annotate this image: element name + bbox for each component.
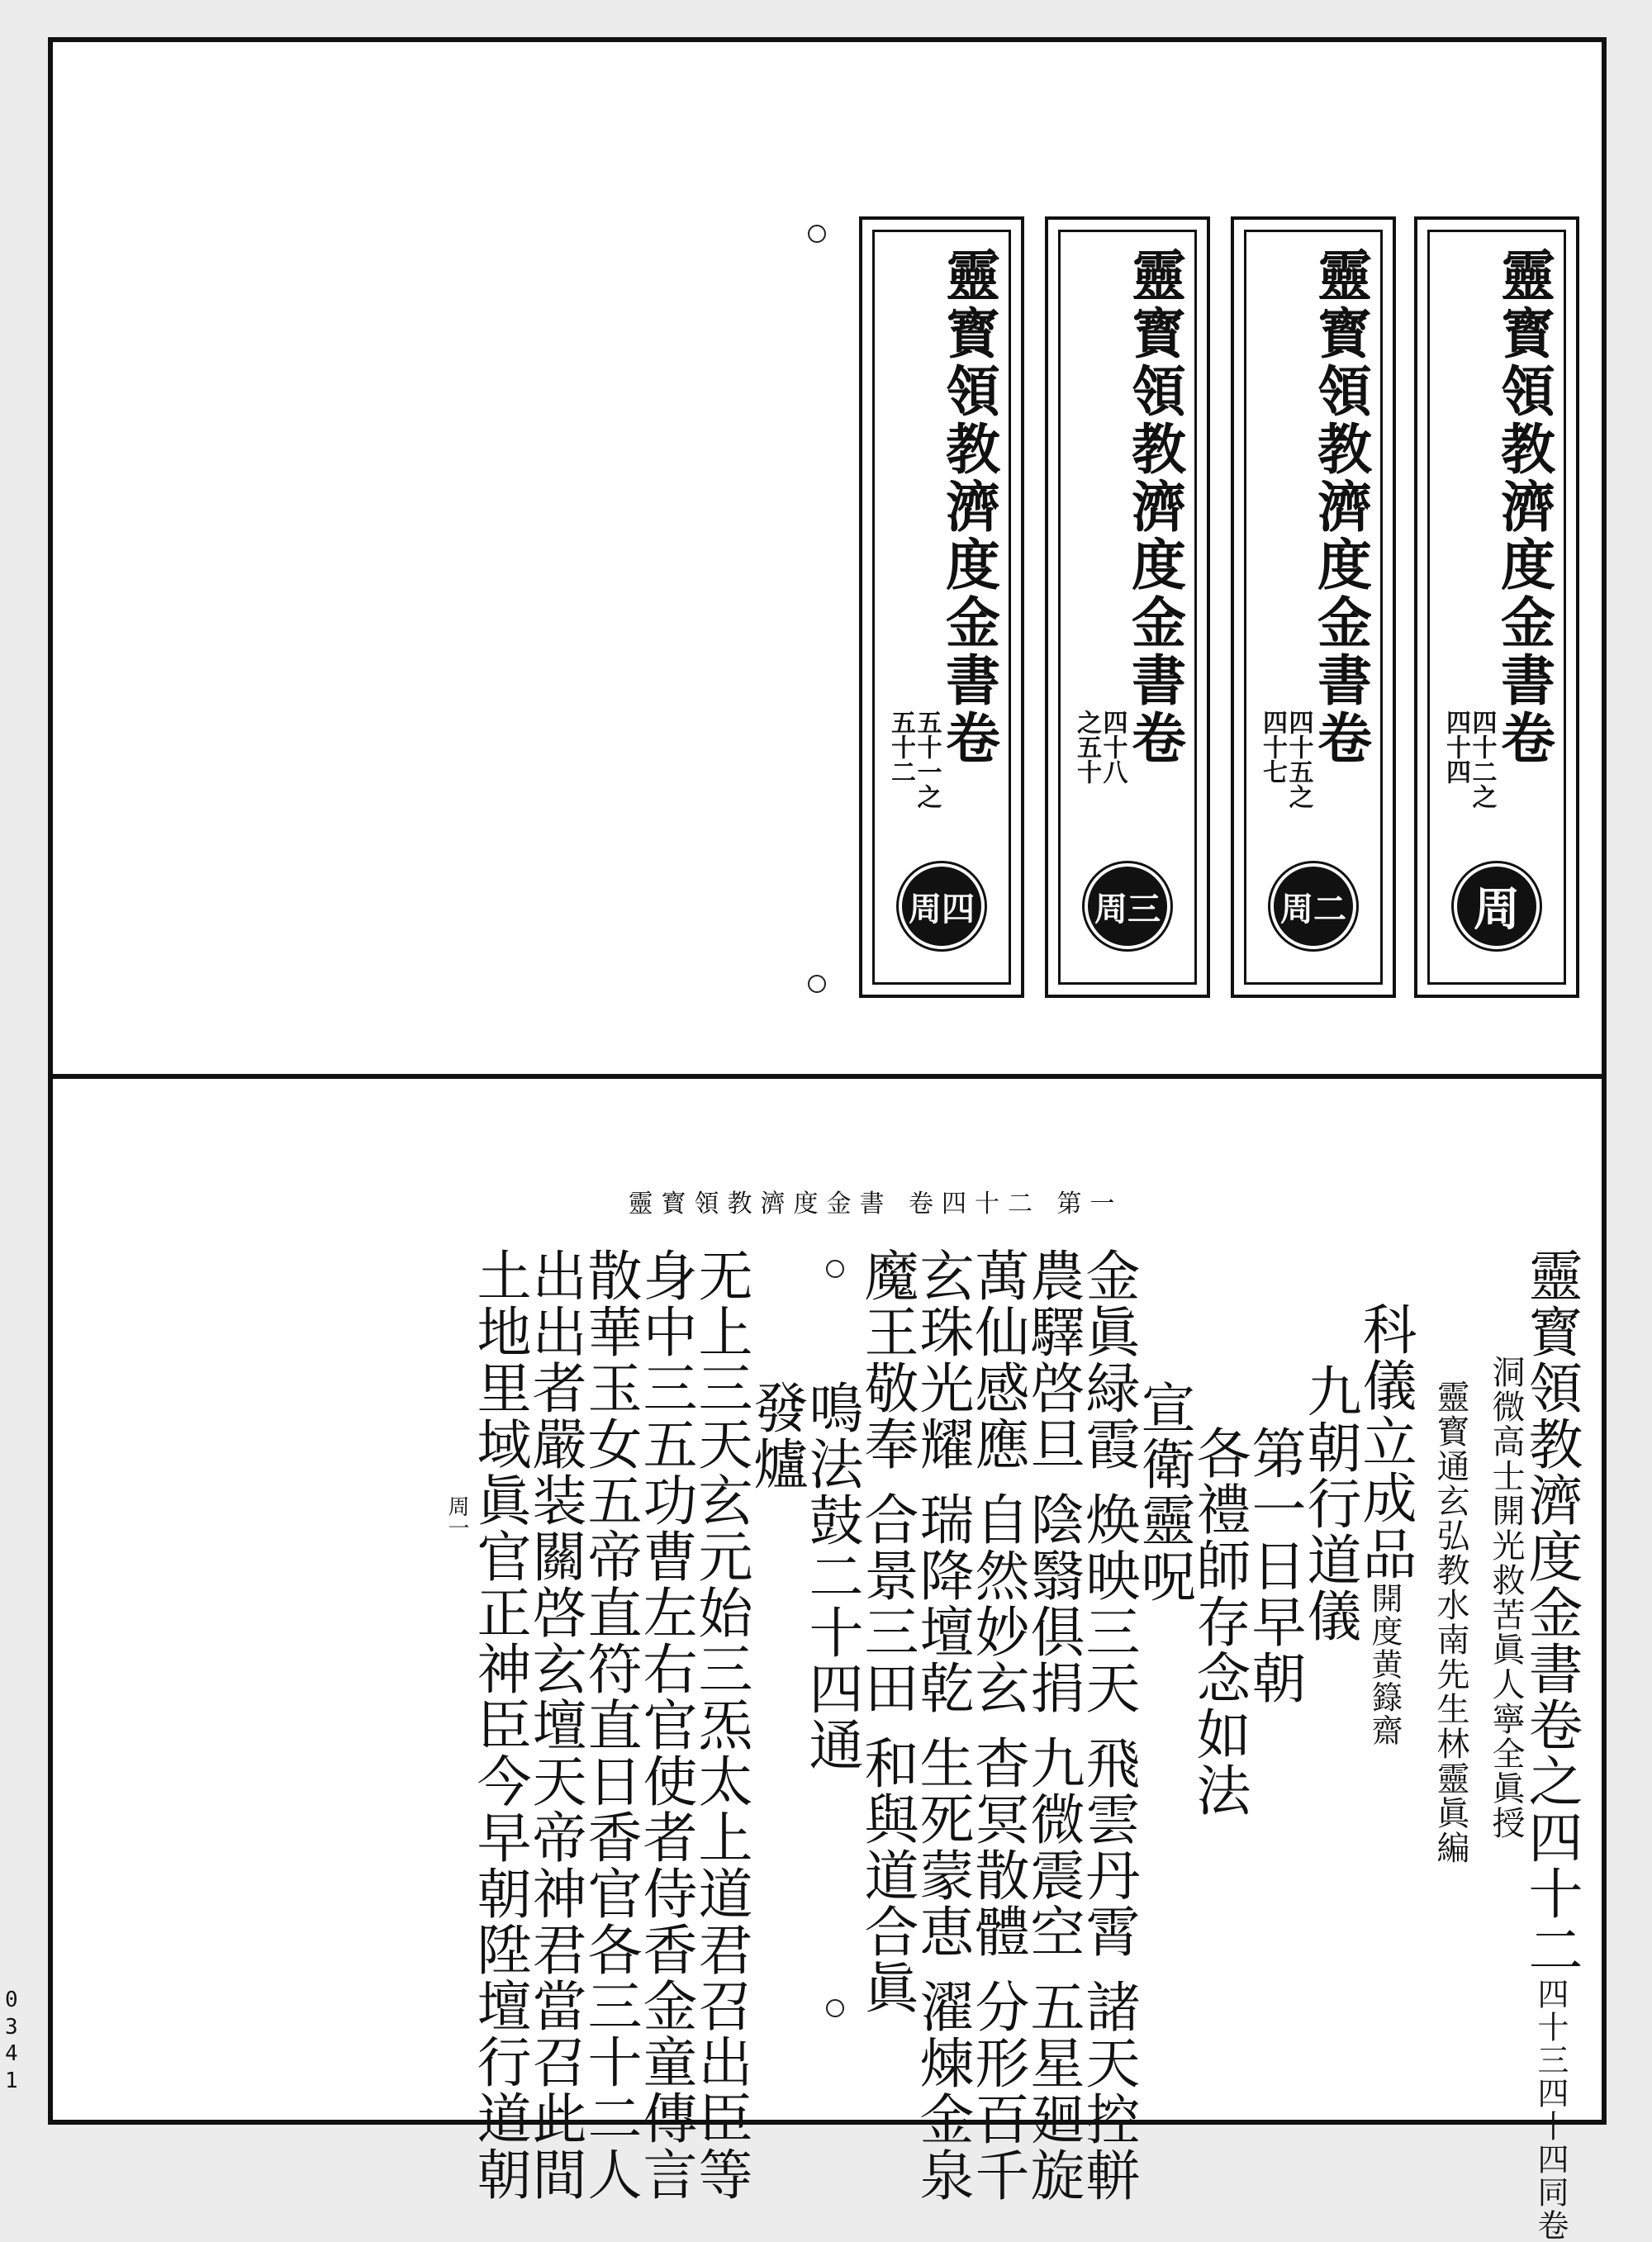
book-cover-4 [859,216,1024,998]
column-text: 身中三五功曹左右官使者侍香金童傳言 [634,1247,697,2202]
seal-label: 周二 [1280,889,1346,929]
column-text: 鳴法鼓二十四通 [800,1380,863,1773]
text-column [1519,1247,1583,2242]
cover-volume: 四十八 之五十 [1072,710,1127,784]
column-text: 萬仙感應 自然妙玄 杳冥散體 分形百千 [966,1247,1029,2203]
column-text: 科儀立成品 [1353,1301,1417,1582]
column-text: 靈寳通玄弘教水南先生林靈眞編 [1431,1380,1469,1865]
binding-hole-text-top [826,1260,844,1278]
text-column [910,1247,974,2203]
column-note: 開度黄籙齋 [1366,1582,1403,1747]
book-cover-3 [1045,216,1210,998]
text-column [1132,1247,1195,2082]
column-text: 農驛啓旦 陰翳俱捐 九微震空 五星廻旋 [1021,1247,1085,2203]
text-column [966,1247,1029,2203]
text-column [855,1247,919,2082]
text-column [523,1247,586,2202]
column-note: 四十三四十四同卷 [1532,1978,1569,2242]
text-column [689,1247,752,2202]
text-column [1298,1247,1361,2082]
column-text: 金眞緑霞 焕映三天 飛雲丹霄 諸天控軿 [1076,1247,1140,2203]
text-column [578,1247,642,2202]
column-text: 无上三天玄元始三炁太上道君召出臣等 [689,1247,752,2202]
column-text: 玄珠光耀 瑞降壇乾 生死蒙恵 濯煉金泉 [910,1247,974,2203]
cover-title: 靈寳領教濟度金書卷 [1122,247,1187,767]
binding-hole-top [808,225,826,243]
column-text: 宣衛靈呪 [1132,1380,1195,1604]
column-text: 發爐 [744,1380,808,1492]
seal-label: 周三 [1094,889,1161,929]
seal-icon [899,863,985,949]
cover-title: 靈寳領教濟度金書卷 [1308,247,1373,767]
binding-hole-text-bottom [826,1999,844,2017]
text-columns [468,1247,1583,2242]
text-column [1467,1247,1525,2082]
page-header: 靈寳領教濟度金書 卷四十二 第一 [628,1190,1123,1218]
text-column [1021,1247,1085,2203]
seal-label: 周四 [909,889,975,929]
seal-label: 周 [1474,882,1520,937]
column-text: 魔王敬奉 合景三田 和與道合眞 [855,1247,919,2016]
cover-volume: 四十二之 四十四 [1441,710,1497,809]
cover-title: 靈寳領教濟度金書卷 [936,247,1001,767]
binding-hole-bottom [808,975,826,993]
text-column [1242,1247,1306,2082]
column-text: 各禮師存念如法 [1187,1425,1251,1818]
column-text: 九朝行道儀 [1298,1363,1361,1644]
column-text: 靈寳領教濟度金書卷之四十二 [1519,1247,1583,1978]
seal-icon [1454,863,1540,949]
column-text: 洞微高士開光救苦眞人寧全眞授 [1487,1355,1525,1841]
column-text: 出出者嚴装關啓玄壇天帝神君當召此間 [523,1247,586,2202]
column-text: 第一日早朝 [1242,1425,1306,1706]
page-number: 0341 [5,1988,18,2093]
book-cover-2 [1231,216,1396,998]
text-column [800,1247,863,2082]
text-column [468,1247,531,2202]
text-column [1187,1247,1251,2082]
column-side-note: 周一 [444,1495,469,1538]
page-divider [48,1074,1607,1079]
seal-icon [1085,863,1170,949]
cover-volume: 五十一之 五十二 [886,710,942,809]
cover-title: 靈寳領教濟度金書卷 [1491,247,1556,767]
text-column [1353,1247,1417,2082]
column-text: 土地里域眞官正神臣今早朝陞壇行道朝 [468,1247,531,2202]
text-column [1076,1247,1140,2203]
book-cover-1 [1414,216,1579,998]
text-column [744,1247,808,2082]
text-column [1412,1247,1467,2082]
seal-icon [1270,863,1356,949]
cover-volume: 四十五之 四十七 [1258,710,1313,809]
text-column [634,1247,697,2202]
column-text: 散華玉女五帝直符直日香官各三十二人 [578,1247,642,2202]
